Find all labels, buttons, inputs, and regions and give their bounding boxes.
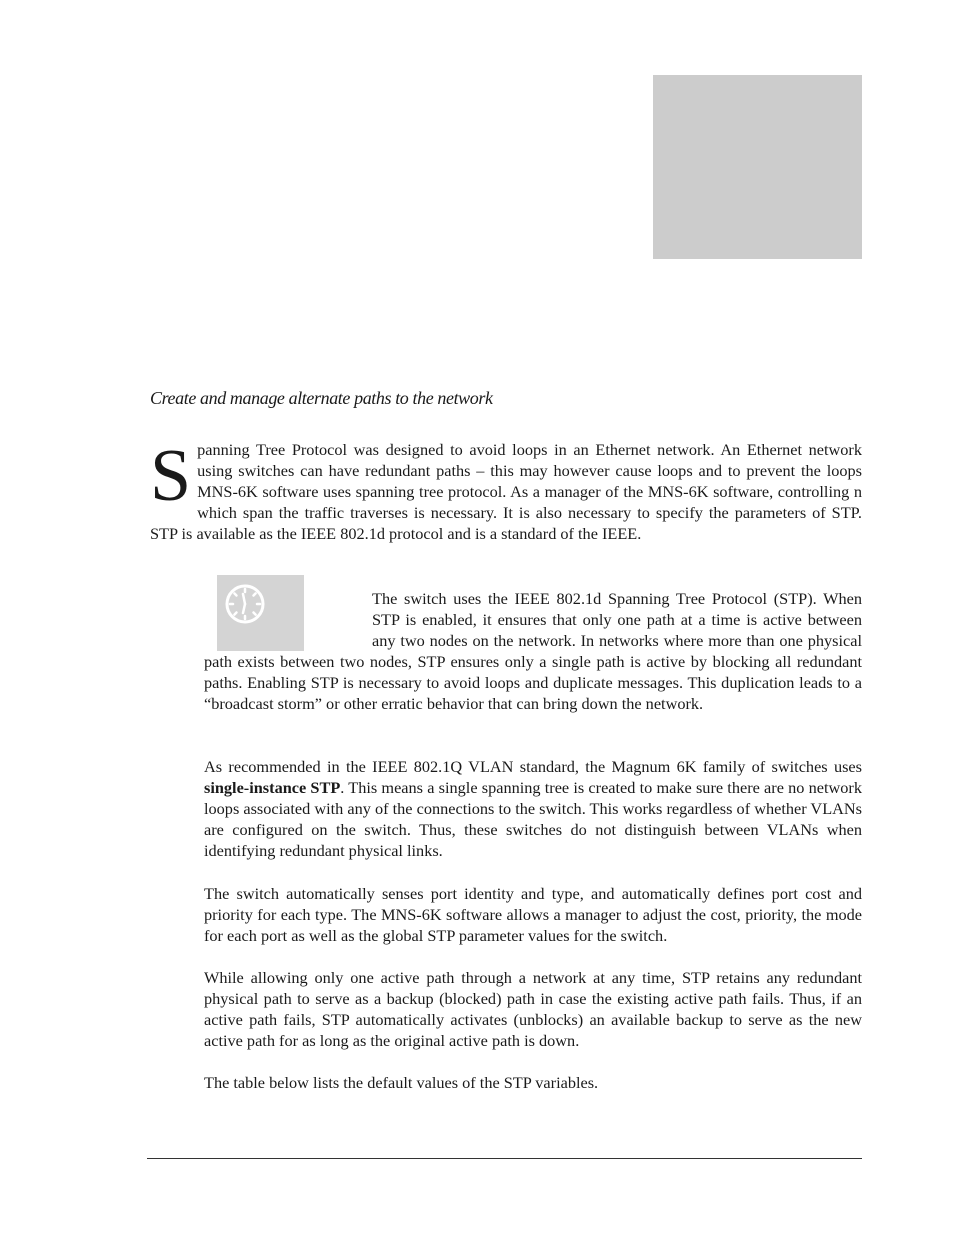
para1-text-before: As recommended in the IEEE 802.1Q VLAN standard, the Magnum 6K family of switches uses (204, 757, 862, 776)
drop-cap: S (150, 435, 192, 517)
note-paragraph (204, 588, 862, 714)
paragraph-backup-path: While allowing only one active path through a network at any time, STP retains any redundant physical path to serve as a backup (blocked) path in case the existing active path fails. Thus, if an active path fails, STP automatically activates (unblocks) an available backup to serve as the new active path for as long as the original active path is down. (204, 968, 862, 1050)
note-text: The switch uses the IEEE 802.1d Spanning Tree Protocol (STP). When STP is enabled, it ensures that only one path at a time is active between any two nodes on the network. In networks where more than one physical path exists between two nodes, STP ensures only a single path is active by blocking all redundant paths. Enabling STP is necessary to avoid loops and duplicate messages. This duplication leads to a “broadcast storm” or other erratic behavior that can bring down the network. (204, 589, 862, 713)
chapter-header-box (653, 75, 862, 259)
para1-text-after: . This means a single spanning tree is created to make sure there are no network loops associated with any of the connections to the switch. This works regardless of whether VLANs are configured on the switch. Thus, these switches do not distinguish between VLANs when identifying redundant physical links. (204, 778, 862, 860)
paragraph-single-instance-stp (204, 756, 862, 861)
paragraph-port-cost: The switch automatically senses port identity and type, and automatically defines port cost and priority for each type. The MNS-6K software allows a manager to adjust the cost, priority, the mode for each port as well as the global STP parameter values for the switch. (204, 884, 862, 945)
intro-paragraph (150, 435, 862, 544)
intro-text: panning Tree Protocol was designed to avoid loops in an Ethernet network. An Ethernet network using switches can have redundant paths – this may however cause loops and to prevent the loops MNS-6K software uses spanning tree protocol. As a manager of the MNS-6K software, controlling n which span the traffic traverses is necessary. It is also necessary to specify the parameters of STP. STP is available as the IEEE 802.1d protocol and is a standard of the IEEE. (150, 440, 862, 543)
para1-bold-term: single-instance STP (204, 778, 341, 797)
section-subtitle: Create and manage alternate paths to the network (150, 388, 493, 408)
footer-rule (147, 1158, 862, 1159)
paragraph-table-intro: The table below lists the default values of the STP variables. (204, 1073, 599, 1092)
note-spacer (204, 588, 372, 651)
